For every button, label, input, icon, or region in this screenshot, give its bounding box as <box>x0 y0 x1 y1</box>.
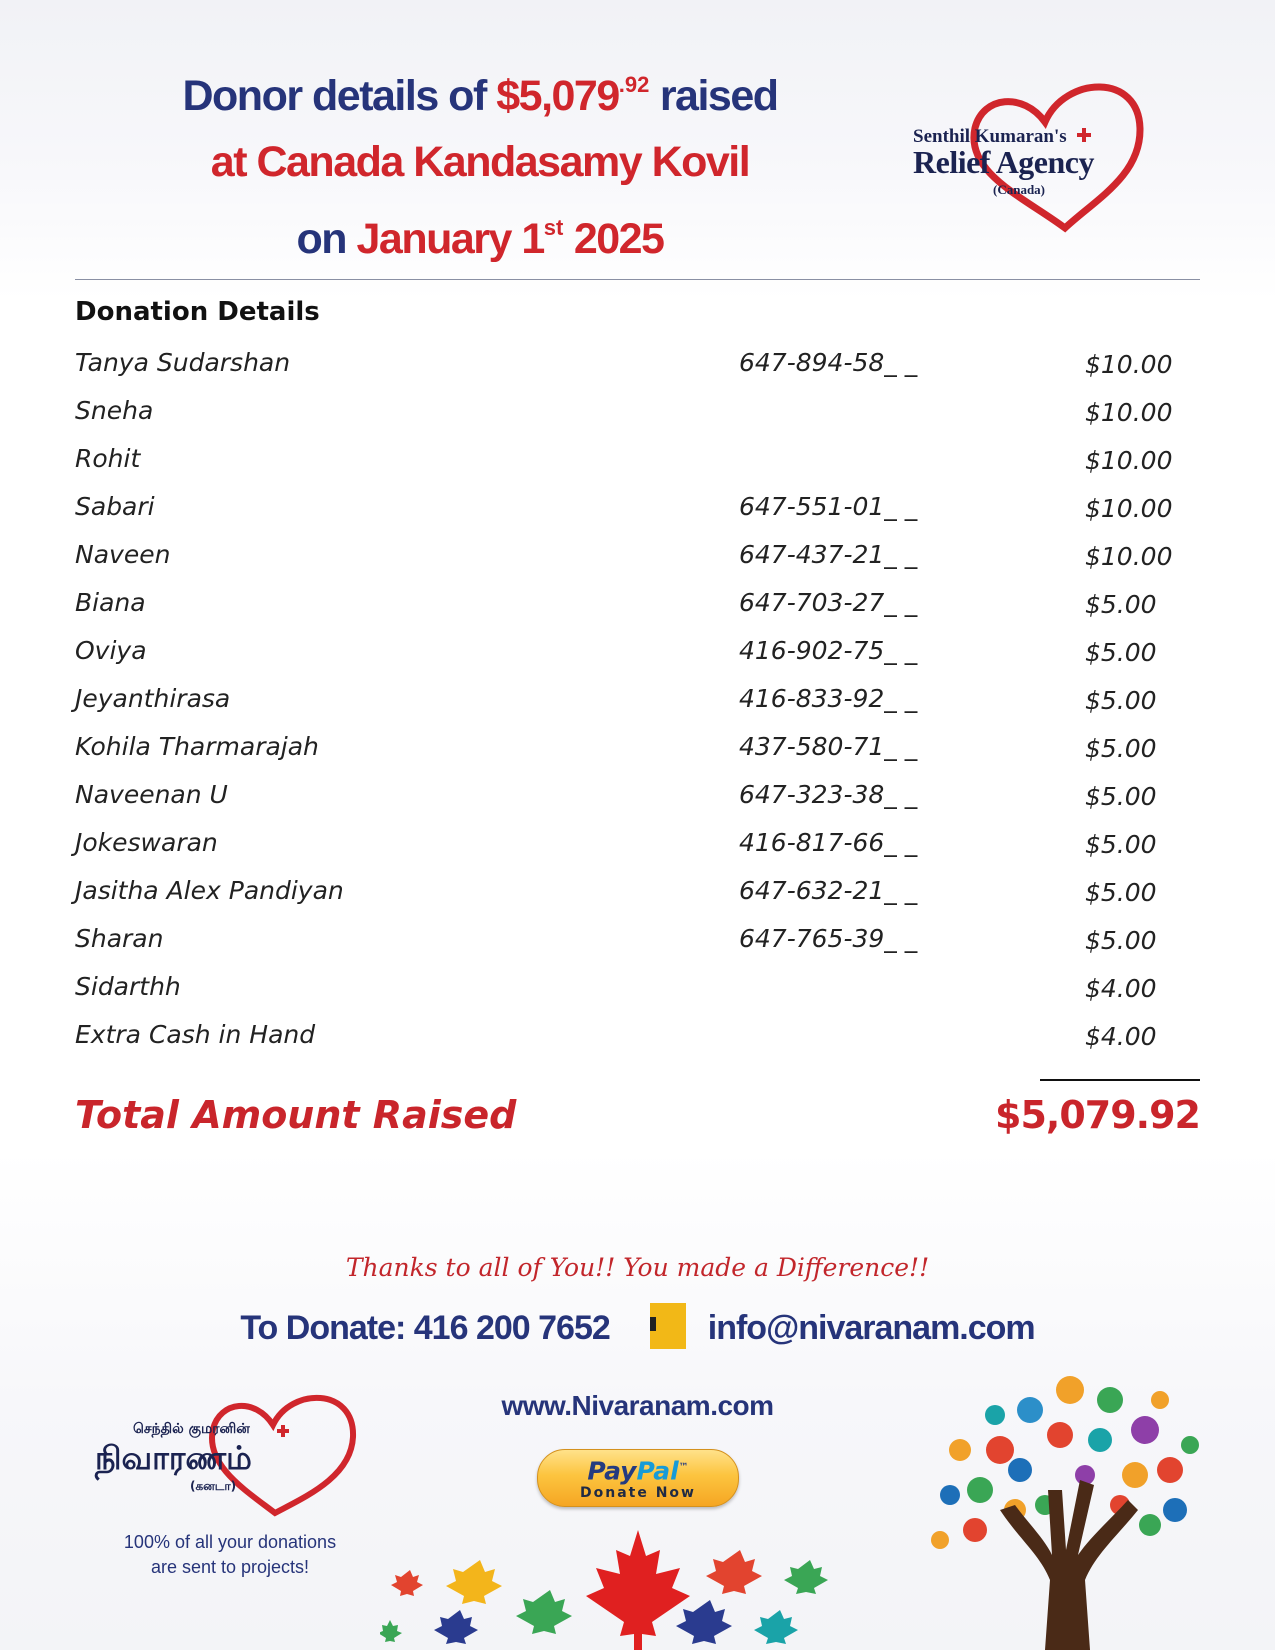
donor-name: Jasitha Alex Pandiyan <box>75 876 344 905</box>
donation-amount: $5.00 <box>1085 686 1157 715</box>
donation-row <box>75 536 1200 584</box>
title-suffix: raised <box>659 72 778 120</box>
maple-leaf-icon <box>446 1560 502 1604</box>
agency-logo-line-3: (Canada) <box>993 182 1046 197</box>
donor-phone: 647-551-01_ _ <box>739 492 918 521</box>
website-link[interactable]: www.Nivaranam.com <box>501 1390 774 1421</box>
donor-phone: 416-902-75_ _ <box>739 636 918 665</box>
donor-phone: 647-632-21_ _ <box>739 876 918 905</box>
donor-name: Oviya <box>75 636 147 665</box>
donation-row <box>75 392 1200 440</box>
donation-amount: $5.00 <box>1085 878 1157 907</box>
donor-phone: 647-703-27_ _ <box>739 588 918 617</box>
maple-leaf-icon <box>380 1620 402 1642</box>
total-amount: $5,079.92 <box>995 1093 1200 1137</box>
donation-amount: $4.00 <box>1085 1022 1157 1051</box>
donation-row <box>75 824 1200 872</box>
relief-agency-logo <box>905 78 1205 238</box>
donation-row <box>75 1016 1200 1064</box>
donor-phone: 647-323-38_ _ <box>739 780 918 809</box>
maple-leaf-icon <box>754 1610 798 1644</box>
donation-amount: $5.00 <box>1085 782 1157 811</box>
donation-amount: $5.00 <box>1085 638 1157 667</box>
donation-row <box>75 968 1200 1016</box>
nivaranam-logo <box>85 1385 375 1525</box>
donation-amount: $10.00 <box>1085 494 1173 523</box>
sum-divider <box>1040 1079 1200 1081</box>
donation-row <box>75 344 1200 392</box>
title-date-main: January 1 <box>356 215 544 263</box>
hand-tree-icon <box>920 1340 1210 1650</box>
donation-row <box>75 728 1200 776</box>
tagline-line-2: are sent to projects! <box>150 1557 310 1577</box>
plus-cross-icon <box>1077 128 1091 142</box>
paypal-brand-pay: Pay <box>587 1456 637 1486</box>
donor-name: Sidarthh <box>75 972 181 1001</box>
title-line-2: at Canada Kandasamy Kovil <box>210 138 750 186</box>
title-on: on <box>296 215 347 263</box>
donation-row <box>75 872 1200 920</box>
section-title: Donation Details <box>75 297 320 327</box>
title-date-suffix: st <box>543 215 564 240</box>
donation-amount: $4.00 <box>1085 974 1157 1003</box>
agency-logo-line-1: Senthil Kumaran's <box>913 126 1067 147</box>
donation-amount: $10.00 <box>1085 446 1173 475</box>
plus-cross-icon <box>277 1425 289 1437</box>
donor-name: Naveenan U <box>75 780 228 809</box>
maple-leaf-icon <box>516 1590 572 1634</box>
email-link[interactable]: info@nivaranam.com <box>707 1309 1035 1347</box>
donation-amount: $5.00 <box>1085 926 1157 955</box>
donor-name: Tanya Sudarshan <box>75 348 291 377</box>
maple-leaf-icon <box>586 1530 690 1650</box>
donation-row <box>75 584 1200 632</box>
header-divider <box>75 279 1200 280</box>
title-year: 2025 <box>573 215 664 263</box>
donation-row <box>75 632 1200 680</box>
page-title <box>120 52 840 272</box>
donor-phone: 416-817-66_ _ <box>739 828 918 857</box>
donor-name: Extra Cash in Hand <box>75 1020 316 1049</box>
title-amount-cents: .92 <box>618 72 650 97</box>
donor-name: Biana <box>75 588 146 617</box>
agency-logo-line-2: Relief Agency <box>913 144 1094 180</box>
donation-amount: $5.00 <box>1085 734 1157 763</box>
donation-amount: $10.00 <box>1085 542 1173 571</box>
title-line-3 <box>120 195 840 272</box>
title-line-1 <box>120 52 840 129</box>
maple-leaves-decoration <box>380 1530 880 1650</box>
title-amount <box>496 72 649 120</box>
donation-list <box>75 344 1200 1064</box>
maple-leaf-icon <box>784 1560 828 1594</box>
donation-amount: $5.00 <box>1085 830 1157 859</box>
donation-tagline <box>95 1530 365 1580</box>
donor-phone: 647-765-39_ _ <box>739 924 918 953</box>
maple-leaf-icon <box>391 1570 423 1596</box>
interac-icon <box>650 1303 686 1349</box>
paypal-brand-pal: Pal <box>636 1456 679 1486</box>
total-label: Total Amount Raised <box>75 1093 517 1137</box>
title-prefix: Donor details of <box>182 72 486 120</box>
donor-name: Kohila Tharmarajah <box>75 732 319 761</box>
title-amount-main: $5,079 <box>496 72 619 120</box>
thanks-message: Thanks to all of You!! You made a Difference!! <box>345 1253 930 1282</box>
donor-name: Jokeswaran <box>75 828 218 857</box>
donation-row <box>75 440 1200 488</box>
donor-name: Rohit <box>75 444 141 473</box>
nivaranam-logo-line-3: (கனடா) <box>190 1479 237 1493</box>
maple-leaf-icon <box>706 1550 762 1594</box>
title-date <box>357 215 664 263</box>
paypal-cta: Donate Now <box>580 1485 696 1502</box>
donation-row <box>75 488 1200 536</box>
maple-leaf-icon <box>434 1610 478 1644</box>
donation-amount: $5.00 <box>1085 590 1157 619</box>
donor-name: Sabari <box>75 492 155 521</box>
donor-name: Jeyanthirasa <box>75 684 231 713</box>
donor-phone: 647-894-58_ _ <box>739 348 918 377</box>
donation-amount: $10.00 <box>1085 398 1173 427</box>
donor-phone: 437-580-71_ _ <box>739 732 918 761</box>
paypal-brand <box>538 1454 738 1485</box>
donor-name: Naveen <box>75 540 171 569</box>
tagline-line-1: 100% of all your donations <box>123 1532 337 1552</box>
donor-phone: 416-833-92_ _ <box>739 684 918 713</box>
paypal-donate-button[interactable] <box>537 1449 739 1507</box>
tree-canopy <box>931 1376 1199 1549</box>
donate-phone: To Donate: 416 200 7652 <box>240 1309 610 1347</box>
donation-row <box>75 776 1200 824</box>
nivaranam-logo-line-1: செந்தில் குமரனின் <box>133 1421 250 1437</box>
paypal-trademark: ™ <box>678 1462 689 1473</box>
donor-phone: 647-437-21_ _ <box>739 540 918 569</box>
donor-name: Sharan <box>75 924 164 953</box>
donor-name: Sneha <box>75 396 154 425</box>
donation-row <box>75 920 1200 968</box>
donation-row <box>75 680 1200 728</box>
nivaranam-logo-line-2: நிவாரணம் <box>95 1439 252 1477</box>
maple-leaf-icon <box>676 1600 732 1644</box>
donation-amount: $10.00 <box>1085 350 1173 379</box>
